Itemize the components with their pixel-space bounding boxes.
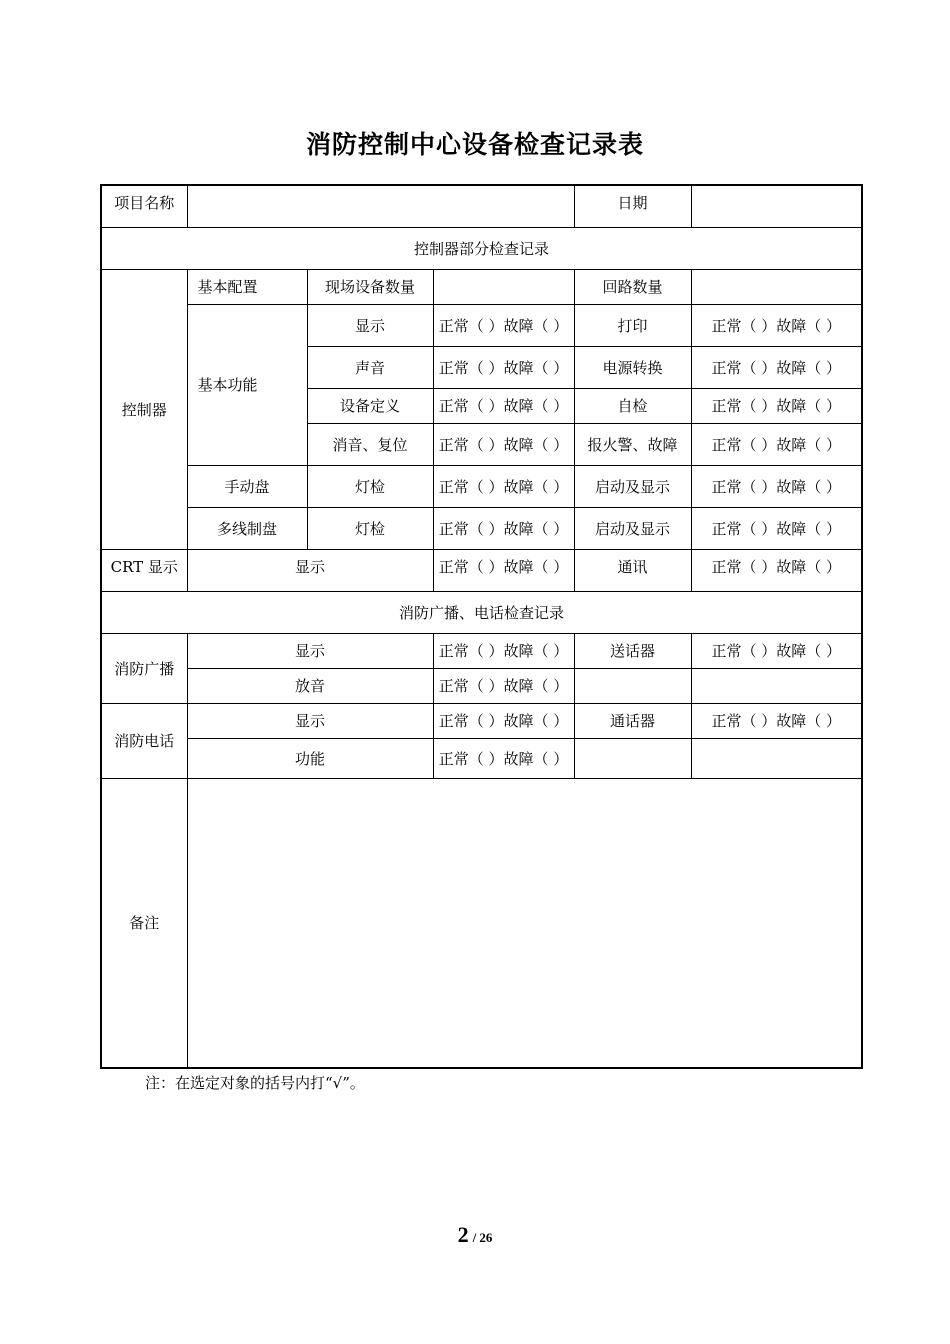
multiline-panel-label: 多线制盘 bbox=[187, 507, 307, 549]
manual-lamp-check-label: 灯检 bbox=[307, 465, 433, 507]
broadcast-display-status[interactable]: 正常（ ）故障（ ） bbox=[433, 633, 574, 668]
phone-empty-label bbox=[574, 738, 691, 778]
phone-function-label: 功能 bbox=[187, 738, 433, 778]
phone-empty-value bbox=[691, 738, 862, 778]
manual-panel-label: 手动盘 bbox=[187, 465, 307, 507]
broadcast-section-header: 消防广播、电话检查记录 bbox=[101, 591, 862, 633]
project-name-field[interactable] bbox=[187, 185, 574, 227]
broadcast-play-label: 放音 bbox=[187, 668, 433, 703]
fire-fault-status[interactable]: 正常（ ）故障（ ） bbox=[691, 423, 862, 465]
manual-start-display-label: 启动及显示 bbox=[574, 465, 691, 507]
crt-comm-label: 通讯 bbox=[574, 549, 691, 591]
multiline-start-display-status[interactable]: 正常（ ）故障（ ） bbox=[691, 507, 862, 549]
basic-config-label: 基本配置 bbox=[187, 269, 307, 304]
manual-lamp-check-status[interactable]: 正常（ ）故障（ ） bbox=[433, 465, 574, 507]
broadcast-label: 消防广播 bbox=[101, 633, 187, 703]
phone-function-status[interactable]: 正常（ ）故障（ ） bbox=[433, 738, 574, 778]
multiline-lamp-check-label: 灯检 bbox=[307, 507, 433, 549]
inspection-form bbox=[100, 184, 863, 1069]
handset-label: 通话器 bbox=[574, 703, 691, 738]
project-name-label: 项目名称 bbox=[101, 185, 187, 227]
multiline-start-display-label: 启动及显示 bbox=[574, 507, 691, 549]
handset-status[interactable]: 正常（ ）故障（ ） bbox=[691, 703, 862, 738]
controller-section-header: 控制器部分检查记录 bbox=[101, 227, 862, 269]
crt-label: CRT 显示 bbox=[101, 549, 187, 591]
page-total: / 26 bbox=[472, 1230, 493, 1245]
controller-display-status[interactable]: 正常（ ）故障（ ） bbox=[433, 304, 574, 346]
sound-label: 声音 bbox=[307, 346, 433, 388]
self-check-label: 自检 bbox=[574, 388, 691, 423]
page-number bbox=[0, 1222, 950, 1248]
crt-comm-status[interactable]: 正常（ ）故障（ ） bbox=[691, 549, 862, 591]
broadcast-display-label: 显示 bbox=[187, 633, 433, 668]
crt-display-label: 显示 bbox=[187, 549, 433, 591]
print-label: 打印 bbox=[574, 304, 691, 346]
sound-status[interactable]: 正常（ ）故障（ ） bbox=[433, 346, 574, 388]
multiline-lamp-check-status[interactable]: 正常（ ）故障（ ） bbox=[433, 507, 574, 549]
phone-display-label: 显示 bbox=[187, 703, 433, 738]
page-title: 消防控制中心设备检查记录表 bbox=[305, 130, 644, 159]
broadcast-empty-value bbox=[691, 668, 862, 703]
phone-display-status[interactable]: 正常（ ）故障（ ） bbox=[433, 703, 574, 738]
manual-start-display-status[interactable]: 正常（ ）故障（ ） bbox=[691, 465, 862, 507]
mute-reset-label: 消音、复位 bbox=[307, 423, 433, 465]
self-check-status[interactable]: 正常（ ）故障（ ） bbox=[691, 388, 862, 423]
footnote: 注：在选定对象的括号内打“√”。 bbox=[145, 1074, 365, 1092]
device-count-label: 现场设备数量 bbox=[307, 269, 433, 304]
transmitter-status[interactable]: 正常（ ）故障（ ） bbox=[691, 633, 862, 668]
device-def-status[interactable]: 正常（ ）故障（ ） bbox=[433, 388, 574, 423]
phone-label: 消防电话 bbox=[101, 703, 187, 778]
remarks-field[interactable] bbox=[187, 778, 862, 1068]
print-status[interactable]: 正常（ ）故障（ ） bbox=[691, 304, 862, 346]
basic-function-label: 基本功能 bbox=[187, 304, 307, 465]
mute-reset-status[interactable]: 正常（ ）故障（ ） bbox=[433, 423, 574, 465]
date-label: 日期 bbox=[574, 185, 691, 227]
device-def-label: 设备定义 bbox=[307, 388, 433, 423]
controller-label: 控制器 bbox=[101, 269, 187, 549]
transmitter-label: 送话器 bbox=[574, 633, 691, 668]
broadcast-play-status[interactable]: 正常（ ）故障（ ） bbox=[433, 668, 574, 703]
remarks-label: 备注 bbox=[101, 778, 187, 1068]
broadcast-empty-label bbox=[574, 668, 691, 703]
device-count-field[interactable] bbox=[433, 269, 574, 304]
controller-display-label: 显示 bbox=[307, 304, 433, 346]
power-switch-status[interactable]: 正常（ ）故障（ ） bbox=[691, 346, 862, 388]
loop-count-label: 回路数量 bbox=[574, 269, 691, 304]
fire-fault-label: 报火警、故障 bbox=[574, 423, 691, 465]
power-switch-label: 电源转换 bbox=[574, 346, 691, 388]
crt-display-status[interactable]: 正常（ ）故障（ ） bbox=[433, 549, 574, 591]
page-current: 2 bbox=[457, 1222, 469, 1247]
date-field[interactable] bbox=[691, 185, 862, 227]
loop-count-field[interactable] bbox=[691, 269, 862, 304]
